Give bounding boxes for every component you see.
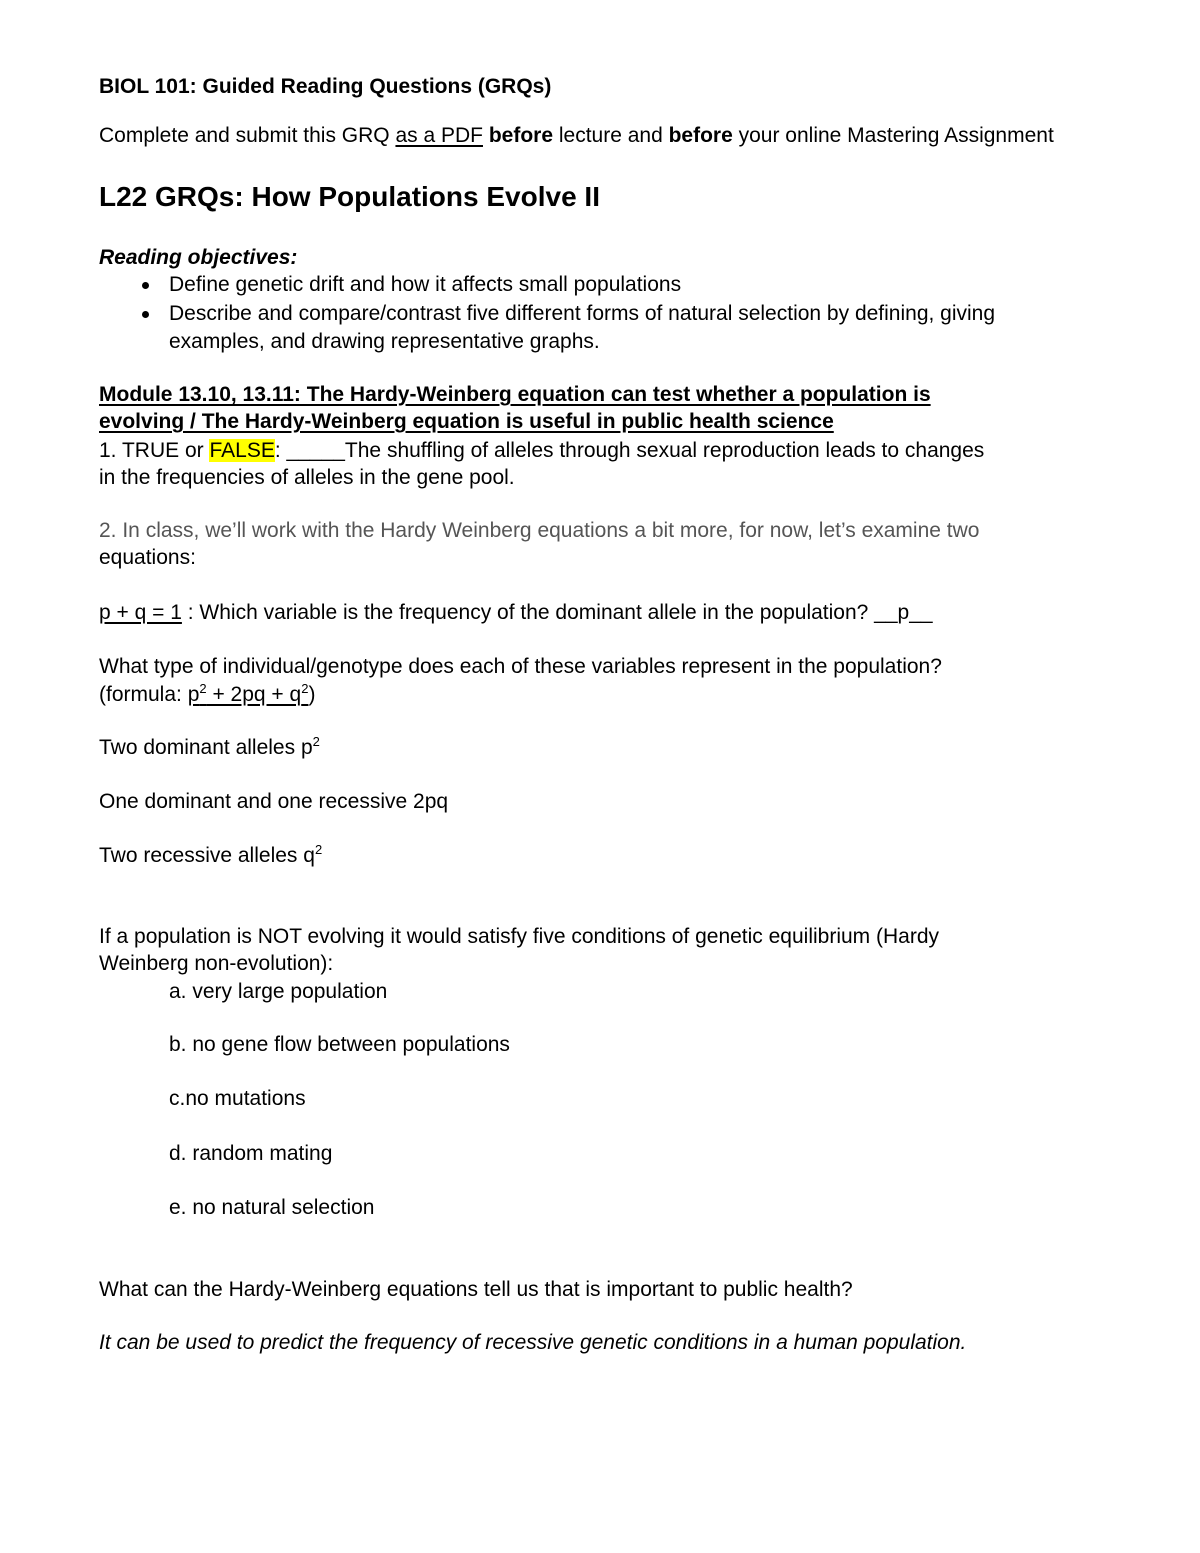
before-text-2: before [668,124,733,147]
answer-heterozygous: One dominant and one recessive 2pq [99,790,449,813]
question-1-cont: in the frequencies of alleles in the gene pool. [99,466,515,489]
instructions-part3: lecture and [553,124,669,147]
module-heading-line2: evolving / The Hardy-Weinberg equation is useful in public health science [99,410,834,433]
formula-sup-2: 2 [301,681,309,696]
formula-p: p [187,683,200,706]
question-2-line2: equations: [99,546,196,569]
answer-3-text: Two recessive alleles q [99,844,315,867]
condition-item-c: c.no mutations [169,1087,306,1110]
condition-item-a: a. very large population [169,980,388,1003]
formula-expression [188,683,309,706]
answer-3-sup: 2 [314,842,323,857]
answer-1-sup: 2 [312,734,320,749]
instructions-part1: Complete and submit this GRQ [99,124,396,147]
objectives-heading: Reading objectives: [99,246,298,269]
equation-1-formula: p + q = 1 [99,601,182,624]
q1-prefix: 1. TRUE or [99,439,210,462]
instructions-line [99,122,1054,149]
public-health-question: What can the Hardy-Weinberg equations tell us that is important to public health? [99,1278,853,1301]
objective-item-2: Describe and compare/contrast five different forms of natural selection by defining, giving [169,302,996,325]
conditions-intro-line2: Weinberg non-evolution): [99,952,334,975]
question-1 [99,437,984,464]
formula-sup-1: 2 [199,681,207,696]
equation-1-question: : Which variable is the frequency of the dominant allele in the population? __p__ [181,601,933,624]
objective-item-1: Define genetic drift and how it affects small populations [169,273,682,296]
instructions-part4: your online Mastering Assignment [732,124,1054,147]
q1-answer-highlight: FALSE [209,439,275,462]
answer-homozygous-recessive [99,842,322,869]
bullet-icon [142,311,149,318]
page-title: L22 GRQs: How Populations Evolve II [99,181,600,212]
condition-item-e: e. no natural selection [169,1196,375,1219]
conditions-intro-line1: If a population is NOT evolving it would satisfy five conditions of genetic equilibrium (Hardy [99,925,940,948]
course-line: BIOL 101: Guided Reading Questions (GRQs) [99,75,552,98]
genotype-question: What type of individual/genotype does each of these variables represent in the population? [99,655,942,678]
formula-mid: + 2pq + q [206,683,302,706]
condition-item-d: d. random mating [169,1142,333,1165]
bullet-icon [142,282,149,289]
equation-1-line [99,599,933,626]
question-2-line1: 2. In class, we’ll work with the Hardy Weinberg equations a bit more, for now, let’s examine two [99,519,980,542]
public-health-answer: It can be used to predict the frequency of recessive genetic conditions in a human population. [99,1331,967,1354]
condition-item-b: b. no gene flow between populations [169,1033,510,1056]
q1-rest: : _____The shuffling of alleles through sexual reproduction leads to changes [274,439,985,462]
answer-1-text: Two dominant alleles p [99,736,313,759]
answer-homozygous-dominant [99,734,320,761]
formula-suffix: ) [308,683,316,706]
as-pdf-text: as a PDF [395,124,483,147]
genotype-formula-line [99,681,315,708]
module-heading-line1: Module 13.10, 13.11: The Hardy-Weinberg equation can test whether a population is [99,383,931,406]
objective-item-2-cont: examples, and drawing representative graphs. [169,330,600,353]
before-text-1: before [488,124,554,147]
formula-prefix: (formula: [99,683,188,706]
